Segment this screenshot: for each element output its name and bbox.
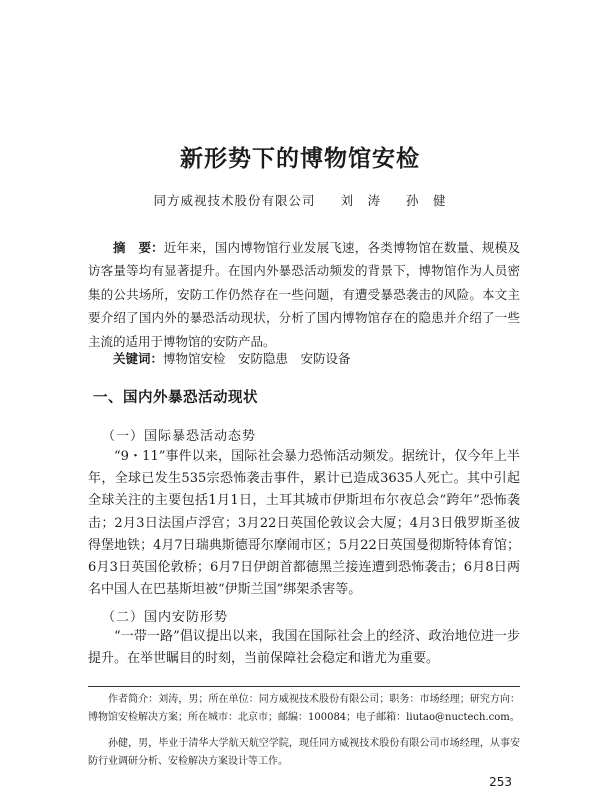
author-affiliation: 同方威视技术股份有限公司	[153, 193, 316, 208]
subsection-heading: （二）国内安防形势	[102, 610, 229, 625]
subsection-heading: （一）国际暴恐活动态势	[102, 429, 257, 444]
author-line	[0, 191, 600, 209]
author-name: 刘 涛	[340, 193, 381, 208]
keywords-label: 关键词：	[113, 351, 164, 366]
footnote-divider	[88, 686, 520, 687]
footnote: 孙健，男，毕业于清华大学航天航空学院，现任同方威视技术股份有限公司市场经理，从事安防行业调研分析、安检解决方案设计等工作。	[88, 738, 520, 767]
abstract-text: 近年来，国内博物馆行业发展飞速，各类博物馆在数量、规模及访客量等均有显著提升。在国内外暴恐活动频发的背景下，博物馆作为人员密集的公共场所，安防工作仍然存在一些问题，有遭受暴恐袭击的风险。本文主要介绍了国内外的暴恐活动现状，分析了国内博物馆存在的隐患并介绍了一些主流的适用于博物馆的安防产品。	[88, 240, 520, 349]
body-paragraph: “一带一路”倡议提出以来，我国在国际社会上的经济、政治地位进一步提升。在举世瞩目的时刻，当前保障社会稳定和谐尤为重要。	[88, 629, 520, 667]
paper-title: 新形势下的博物馆安检	[180, 145, 420, 172]
author-name: 孙 健	[405, 193, 447, 208]
page-number: 253	[489, 775, 512, 789]
section-heading: 一、国内外暴恐活动现状	[93, 389, 258, 406]
footnote: 作者简介：刘涛，男；所在单位：同方威视技术股份有限公司；职务：市场经理；研究方向：博物馆安检解决方案；所在城市：北京市；邮编：100084；电子邮箱：liutao@nuctech.com。	[88, 694, 520, 723]
abstract-label: 摘 要：	[113, 240, 164, 255]
keywords	[88, 349, 520, 369]
abstract	[88, 236, 520, 353]
body-paragraph: “9・11”事件以来，国际社会暴力恐怖活动频发。据统计，仅今年上半年，全球已发生535宗恐怖袭击事件，累计已造成3635人死亡。其中引起全球关注的主要包括1月1日，土耳其城市伊斯坦布尔夜总会“跨年”恐怖袭击；2月3日法国卢浮宫；3月22日英国伦敦议会大厦；4月3日俄罗斯圣彼得堡地铁；4月7日瑞典斯德哥尔摩闹市区；5月22日英国曼彻斯特体育馆；6月3日英国伦敦桥；6月7日伊朗首都德黑兰接连遭到恐怖袭击；6月8日两名中国人在巴基斯坦被“伊斯兰国”绑架杀害等。	[88, 449, 520, 598]
keywords-text: 博物馆安检 安防隐患 安防设备	[163, 351, 351, 366]
